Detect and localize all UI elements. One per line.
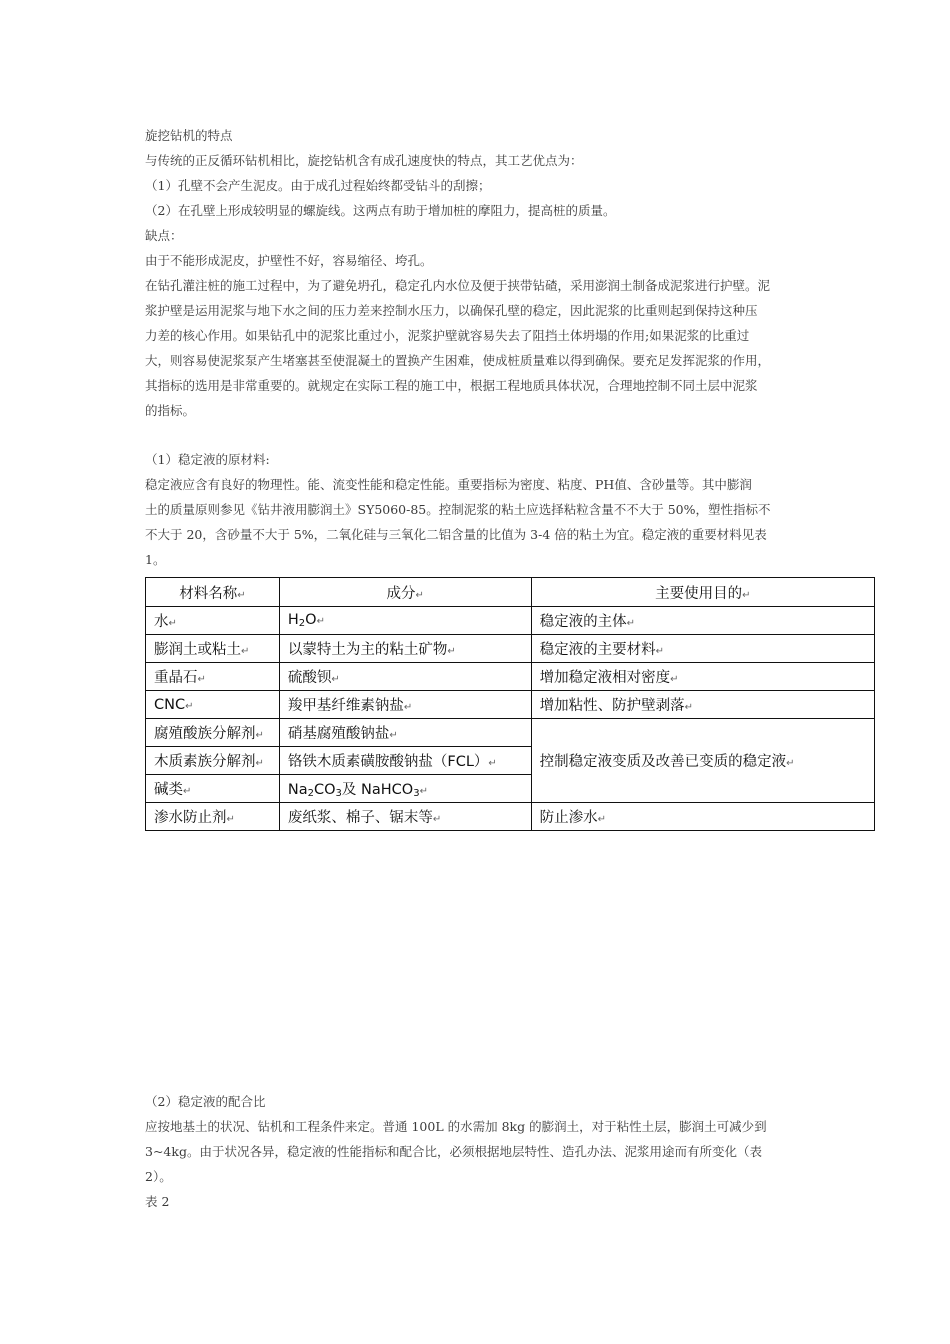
table-cell: $H_2O↵$ bbox=[279, 607, 531, 635]
paragraph-line: （1）孔壁不会产生泥皮。由于成孔过程始终都受钻斗的刮擦； bbox=[145, 178, 491, 193]
table-cell: $Na_2CO_3$及 NaHCO$_3$↵ bbox=[279, 775, 531, 803]
paragraph-line: 土的质量原则参见《钻井液用膨润土》SY5060-85。控制泥浆的粘土应选择粘粒含量不不大于 50%，塑性指标不 bbox=[145, 502, 771, 517]
paragraph-line: 浆护壁是运用泥浆与地下水之间的压力差来控制水压力，以确保孔壁的稳定，因此泥浆的比重则起到保持这种压 bbox=[145, 303, 758, 318]
paragraph-line: 与传统的正反循环钻机相比，旋挖钻机含有成孔速度快的特点，其工艺优点为： bbox=[145, 153, 583, 168]
table-cell: 稳定液的主要材料↵ bbox=[531, 635, 874, 663]
paragraph-line: 力差的核心作用。如果钻孔中的泥浆比重过小，泥浆护壁就容易失去了阻挡土体坍塌的作用;如果泥浆的比重过 bbox=[145, 328, 750, 343]
paragraph-line: 由于不能形成泥皮，护壁性不好，容易缩径、垮孔。 bbox=[145, 253, 433, 268]
table-row bbox=[146, 635, 875, 663]
table-cell: 增加稳定液相对密度↵ bbox=[531, 663, 874, 691]
header-cell: 成分↵ bbox=[279, 578, 531, 607]
table-row bbox=[146, 803, 875, 831]
paragraph-line: 大，则容易使泥浆泵产生堵塞甚至使混凝土的置换产生困难，使成桩质量难以得到确保。要充足发挥泥浆的作用， bbox=[145, 353, 771, 368]
table-row bbox=[146, 719, 875, 747]
paragraph-line: 应按地基土的状况、钻机和工程条件来定。普通 100L 的水需加 8kg 的膨润土，对于粘性土层，膨润土可减少到 bbox=[145, 1119, 767, 1134]
paragraph-line: 3~4kg。由于状况各异，稳定液的性能指标和配合比，必须根据地层特性、造孔办法、泥浆用途而有所变化（表 bbox=[145, 1144, 762, 1159]
paragraph-line: 2）。 bbox=[145, 1169, 172, 1184]
table-cell: 硝基腐殖酸钠盐↵ bbox=[279, 719, 531, 747]
header-cell: 材料名称↵ bbox=[146, 578, 280, 607]
table-cell: 重晶石↵ bbox=[146, 663, 280, 691]
table-cell: 碱类↵ bbox=[146, 775, 280, 803]
paragraph-line: 其指标的选用是非常重要的。就规定在实际工程的施工中，根据工程地质具体状况，合理地控制不同土层中泥浆 bbox=[145, 378, 758, 393]
table-cell: 以蒙特土为主的粘土矿物↵ bbox=[279, 635, 531, 663]
materials-table bbox=[145, 577, 875, 831]
table-cell-merged: 控制稳定液变质及改善已变质的稳定液↵ bbox=[531, 719, 874, 803]
table-row bbox=[146, 691, 875, 719]
table-cell: 膨润土或粘土↵ bbox=[146, 635, 280, 663]
paragraph-line: 1。 bbox=[145, 552, 166, 567]
table-row bbox=[146, 607, 875, 635]
table-cell: 水↵ bbox=[146, 607, 280, 635]
table-cell: 渗水防止剂↵ bbox=[146, 803, 280, 831]
paragraph-line: 缺点： bbox=[145, 228, 183, 243]
paragraph-line: （2）在孔壁上形成较明显的螺旋线。这两点有助于增加桩的摩阻力，提高桩的质量。 bbox=[145, 203, 616, 218]
table-cell: 硫酸钡↵ bbox=[279, 663, 531, 691]
section-heading: （1）稳定液的原材料: bbox=[145, 452, 270, 467]
table-cell: 木质素族分解剂↵ bbox=[146, 747, 280, 775]
doc-title: 旋挖钻机的特点 bbox=[145, 128, 233, 143]
table-cell: 腐殖酸族分解剂↵ bbox=[146, 719, 280, 747]
table-row bbox=[146, 663, 875, 691]
table-cell: CNC↵ bbox=[146, 691, 280, 719]
table-caption: 表 2 bbox=[145, 1194, 170, 1209]
header-cell: 主要使用目的↵ bbox=[531, 578, 874, 607]
table-cell: 铬铁木质素磺胺酸钠盐（FCL）↵ bbox=[279, 747, 531, 775]
paragraph-line: 不大于 20，含砂量不大于 5%，二氧化硅与三氧化二铝含量的比值为 3-4 倍的粘土为宜。稳定液的重要材料见表 bbox=[145, 527, 767, 542]
paragraph-line: 的指标。 bbox=[145, 403, 196, 418]
table-cell: 废纸浆、棉子、锯末等↵ bbox=[279, 803, 531, 831]
paragraph-line: 稳定液应含有良好的物理性。能、流变性能和稳定性能。重要指标为密度、粘度、PH值、含砂量等。其中膨润 bbox=[145, 477, 752, 492]
table-cell: 稳定液的主体↵ bbox=[531, 607, 874, 635]
table-cell: 羧甲基纤维素钠盐↵ bbox=[279, 691, 531, 719]
table-header-row bbox=[146, 578, 875, 607]
section-heading: （2）稳定液的配合比 bbox=[145, 1094, 266, 1109]
table-cell: 防止渗水↵ bbox=[531, 803, 874, 831]
paragraph-line: 在钻孔灌注桩的施工过程中，为了避免坍孔，稳定孔内水位及便于挟带钻碴，采用澎润土制备成泥浆进行护壁。泥 bbox=[145, 278, 771, 293]
table-cell: 增加粘性、防护壁剥落↵ bbox=[531, 691, 874, 719]
